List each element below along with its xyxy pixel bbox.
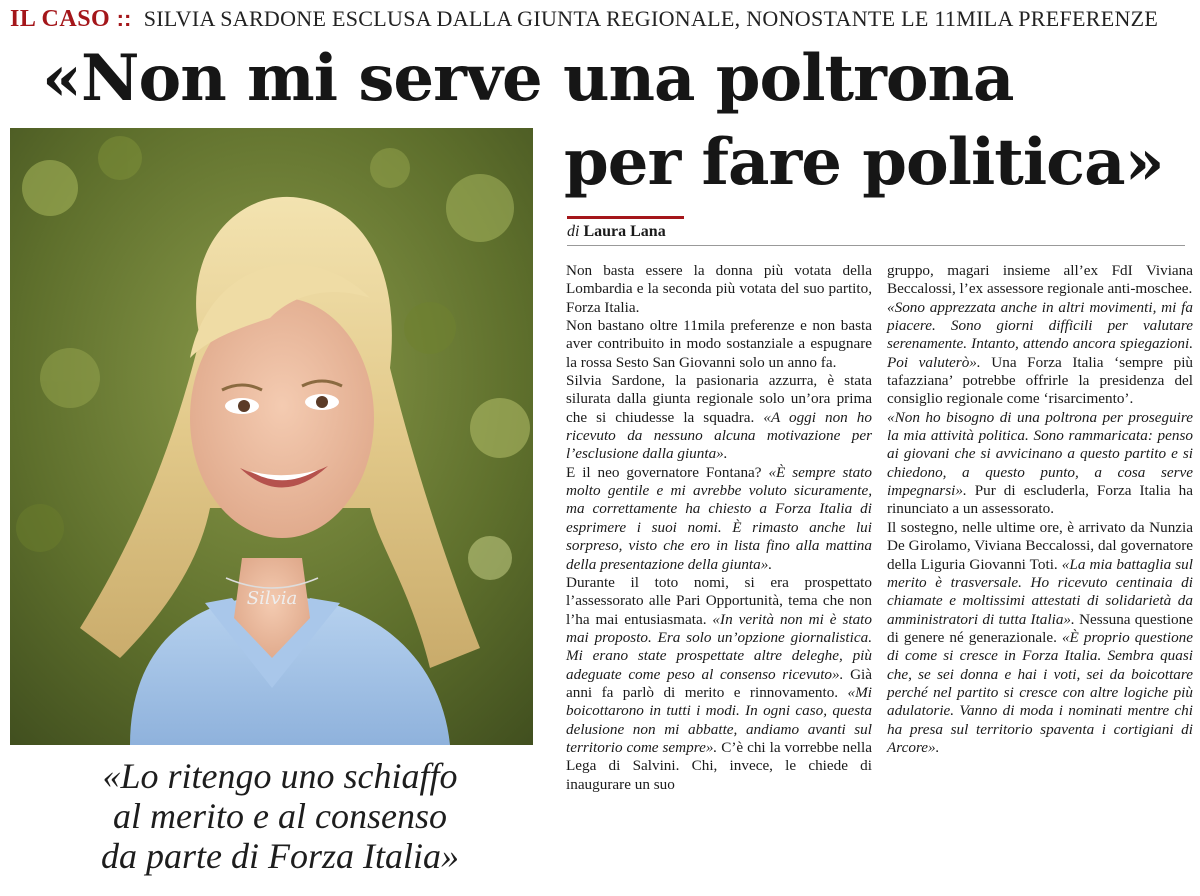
paragraph: [887, 409, 1193, 519]
byline-rule: [567, 245, 1185, 246]
paragraph-text: E il neo governatore Fontana?: [566, 463, 769, 481]
kicker-subtitle: SILVIA SARDONE ESCLUSA DALLA GIUNTA REGIONALE, NONOSTANTE LE 11MILA PREFERENZE: [143, 6, 1159, 31]
quote-text: «È proprio questione di come si cresce in Forza Italia. Sembra quasi che, se sei donna e hai i voti, sei da boicottare perché nel partito si cresce con altre logiche più adulatorie. Vanno di moda i nominati mentre chi ha presa sul territorio spaventa i cortigiani di Arcore».: [887, 628, 1193, 756]
necklace-text: Silvia: [246, 588, 298, 609]
portrait-photo: [10, 128, 533, 745]
byline-prefix: di: [567, 223, 580, 240]
quote-text: «Non ho bisogno di una poltrona per proseguire la mia attività politica. Sono rammaricata: penso ai giovani che si avvicinano a questo partito e si chiedono, a questo punto, a cosa serve impegnarsi».: [887, 408, 1193, 500]
kicker-separator: ::: [116, 6, 132, 31]
paragraph: [887, 262, 1193, 299]
pull-quote-line-2: al merito e al consenso: [113, 796, 447, 836]
paragraph-text: Non bastano oltre 11mila preferenze e non basta aver contribuito in modo sostanziale a espugnare la rossa Sesto San Giovanni solo un anno fa.: [566, 317, 872, 371]
paragraph-text: Pur di escluderla, Forza Italia ha rinunciato a un assessorato.: [887, 482, 1193, 518]
byline-author: Laura Lana: [583, 223, 666, 240]
portrait-illustration: [10, 128, 533, 745]
pull-quote-line-3: da parte di Forza Italia»: [101, 836, 459, 876]
paragraph-text: gruppo, magari insieme all’ex FdI Viviana Beccalossi, l’ex assessore regionale anti-moschee.: [887, 262, 1193, 298]
paragraph: [566, 262, 872, 317]
paragraph-text: Non basta essere la donna più votata della Lombardia e la seconda più votata del suo partito, Forza Italia.: [566, 262, 872, 316]
paragraph: [566, 317, 872, 372]
quote-text: «In verità non mi è stato mai proposto. Era solo un’opzione giornalistica. Mi erano state prospettate altre deleghe, più adeguate come peso al consenso ricevuto».: [566, 610, 872, 683]
paragraph: [566, 464, 872, 574]
paragraph-text: Già anni fa parlò di merito e rinnovamento.: [566, 665, 872, 701]
quote-text: «A oggi non ho ricevuto da nessuno alcuna motivazione per l’esclusione dalla giunta».: [566, 408, 872, 463]
headline-line-1: «Non mi serve una poltrona: [42, 41, 1014, 116]
quote-text: «È sempre stato molto gentile e mi avrebbe voluto sicuramente, ma correttamente ha chiesto a Forza Italia di esprimere i suoi nomi. È rimasto anche lui sorpreso, visto che ero in lista fino alla mattina della presentazione della giunta».: [566, 463, 873, 573]
byline: [567, 223, 666, 241]
paragraph: [887, 519, 1193, 757]
paragraph-text: Il sostegno, nelle ultime ore, è arrivato da Nunzia De Girolamo, Viviana Beccalossi, dal governatore della Liguria Giovanni Toti.: [887, 518, 1193, 573]
paragraph-text: C’è chi la vorrebbe nella Lega di Salvini. Chi, invece, le chiede di inaugurare un suo: [566, 738, 872, 793]
paragraph: [887, 299, 1193, 409]
byline-accent-bar: [567, 216, 684, 219]
pull-quote-line-1: «Lo ritengo uno schiaffo: [102, 756, 458, 796]
quote-text: «Sono apprezzata anche in altri movimenti, mi fa piacere. Sono giorni difficili per valutare serenamente. Intanto, attendo ancora spiegazioni. Poi valuterò».: [887, 298, 1193, 371]
paragraph: [566, 574, 872, 794]
paragraph-text: Durante il toto nomi, si era prospettato l’assessorato alle Pari Opportunità, tema che non l’ha mai entusiasmata.: [566, 573, 872, 628]
paragraph-text: Silvia Sardone, la pasionaria azzurra, è stata silurata dalla giunta regionale solo un’ora prima che si chiudesse la squadra.: [566, 372, 872, 426]
article-column-1: [566, 262, 872, 794]
paragraph: [566, 372, 872, 464]
quote-text: «La mia battaglia sul merito è trasversale. Ho ricevuto centinaia di chiamate e moltissimi attestati di solidarietà da amministratori di tutta Italia».: [887, 555, 1193, 628]
article-column-2: [887, 262, 1193, 757]
headline-line-2: per fare politica»: [564, 125, 1164, 200]
headline: [42, 38, 1192, 200]
kicker-label: IL CASO: [10, 6, 111, 32]
paragraph-text: Una Forza Italia ‘sempre più tafazziana’ potrebbe offrirle la presidenza del consiglio regionale come ‘risarcimento’.: [887, 353, 1194, 408]
paragraph-text: Nessuna questione di genere né generazionale.: [887, 610, 1193, 646]
article-kicker: [10, 6, 1195, 38]
quote-text: «Mi boicottarono in tutti i modi. In ogni caso, questa delusione non mi abbatte, andiamo avanti sul territorio come sempre».: [566, 683, 872, 756]
pull-quote: [40, 756, 520, 876]
